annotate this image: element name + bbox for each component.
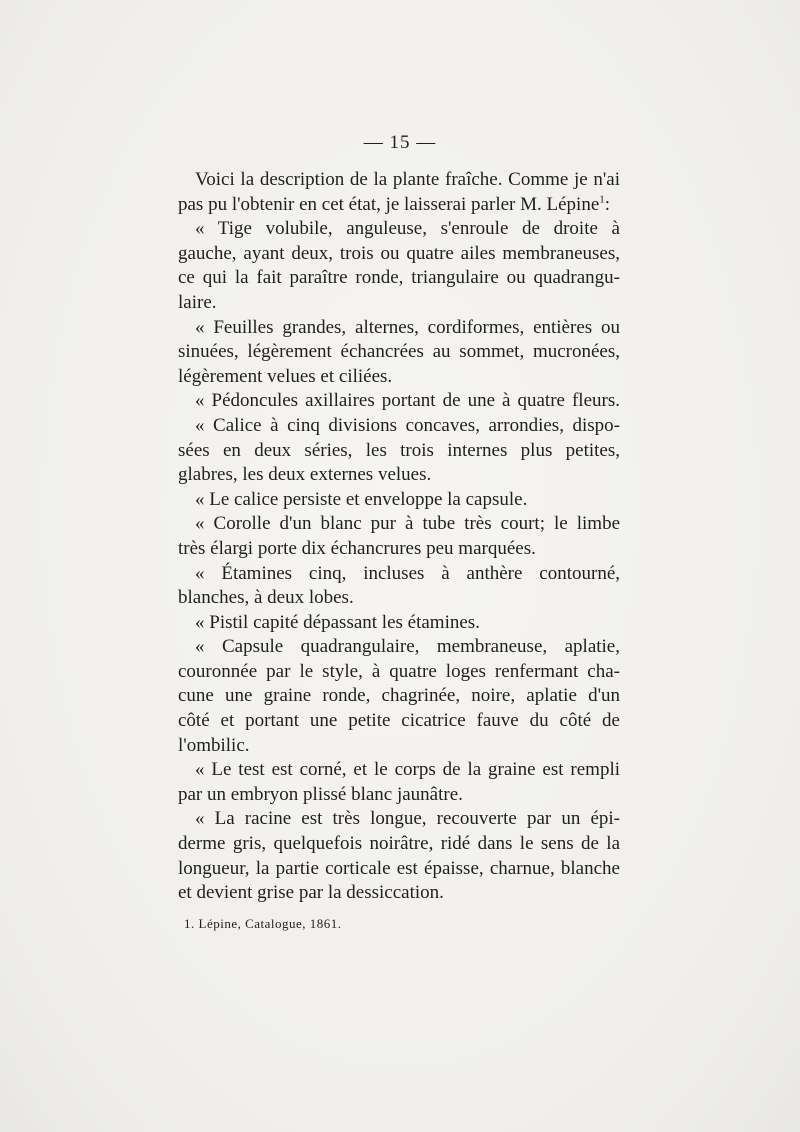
body-text — [178, 168, 620, 906]
text-line — [178, 291, 620, 316]
line-text: longueur, la partie corticale est épaisse, charnue, blanche — [178, 857, 620, 879]
line-text: l'ombilic. — [178, 734, 250, 756]
line-text: « Tige volubile, anguleuse, s'enroule de droite à — [195, 218, 620, 240]
text-line — [178, 537, 620, 562]
text-line — [178, 340, 620, 365]
line-text: « Pédoncules axillaires portant de une à quatre fleurs. — [195, 390, 620, 412]
text-line — [178, 783, 620, 808]
text-line — [178, 414, 620, 439]
text-line — [178, 857, 620, 882]
line-text: côté et portant une petite cicatrice fauve du côté de — [178, 710, 620, 732]
text-line — [178, 316, 620, 341]
text-line — [178, 881, 620, 906]
line-text: légèrement velues et ciliées. — [178, 365, 393, 387]
text-line — [178, 439, 620, 464]
line-text: « Le calice persiste et enveloppe la capsule. — [195, 488, 528, 510]
line-text: glabres, les deux externes velues. — [178, 464, 432, 486]
text-line — [178, 635, 620, 660]
text-line — [178, 389, 620, 414]
line-text: laire. — [178, 291, 217, 313]
text-line — [178, 660, 620, 685]
text-line — [178, 684, 620, 709]
text-line — [178, 463, 620, 488]
line-tail: : — [604, 193, 611, 215]
line-text: « Calice à cinq divisions concaves, arrondies, dispo- — [195, 414, 620, 436]
text-line — [178, 242, 620, 267]
line-text: blanches, à deux lobes. — [178, 587, 354, 609]
text-line — [178, 586, 620, 611]
line-text: Voici la description de la plante fraîche. Comme je n'ai — [195, 169, 620, 190]
text-line — [178, 807, 620, 832]
line-text: couronnée par le style, à quatre loges renfermant cha- — [178, 660, 620, 682]
line-text: et devient grise par la dessiccation. — [178, 882, 444, 904]
text-line — [178, 365, 620, 390]
text-line — [178, 611, 620, 636]
footnote-reference: 1 — [599, 193, 605, 206]
line-text: sinuées, légèrement échancrées au sommet, mucronées, — [178, 341, 620, 363]
line-text: très élargi porte dix échancrures peu marquées. — [178, 537, 536, 559]
text-line — [178, 734, 620, 759]
line-text: cune une graine ronde, chagrinée, noire, aplatie d'un — [178, 685, 620, 707]
line-text: gauche, ayant deux, trois ou quatre ailes membraneuses, — [178, 242, 620, 264]
line-text: « Étamines cinq, incluses à anthère contourné, — [195, 562, 620, 584]
footnote: 1. Lépine, Catalogue, 1861. — [184, 916, 342, 931]
line-text: « Capsule quadrangulaire, membraneuse, aplatie, — [195, 636, 620, 658]
text-line — [178, 488, 620, 513]
line-text: derme gris, quelquefois noirâtre, ridé dans le sens de la — [178, 833, 620, 855]
line-text: « Corolle d'un blanc pur à tube très court; le limbe — [195, 513, 620, 535]
line-text: « La racine est très longue, recouverte par un épi- — [195, 808, 620, 830]
line-text: « Feuilles grandes, alternes, cordiformes, entières ou — [195, 316, 620, 338]
text-line — [178, 832, 620, 857]
page-number: — 15 — — [363, 132, 437, 153]
text-line — [178, 512, 620, 537]
line-text: sées en deux séries, les trois internes plus petites, — [178, 439, 620, 461]
text-line — [178, 193, 620, 218]
line-text: par un embryon plissé blanc jaunâtre. — [178, 783, 463, 805]
line-text: pas pu l'obtenir en cet état, je laisserai parler M. Lépine — [178, 193, 600, 215]
text-line — [178, 758, 620, 783]
line-text: ce qui la fait paraître ronde, triangulaire ou quadrangu- — [178, 267, 620, 289]
text-line — [178, 168, 620, 193]
text-line — [178, 709, 620, 734]
text-line — [178, 217, 620, 242]
line-text: « Le test est corné, et le corps de la graine est rempli — [195, 759, 620, 781]
text-line — [178, 562, 620, 587]
line-text: « Pistil capité dépassant les étamines. — [195, 611, 480, 633]
text-line — [178, 266, 620, 291]
